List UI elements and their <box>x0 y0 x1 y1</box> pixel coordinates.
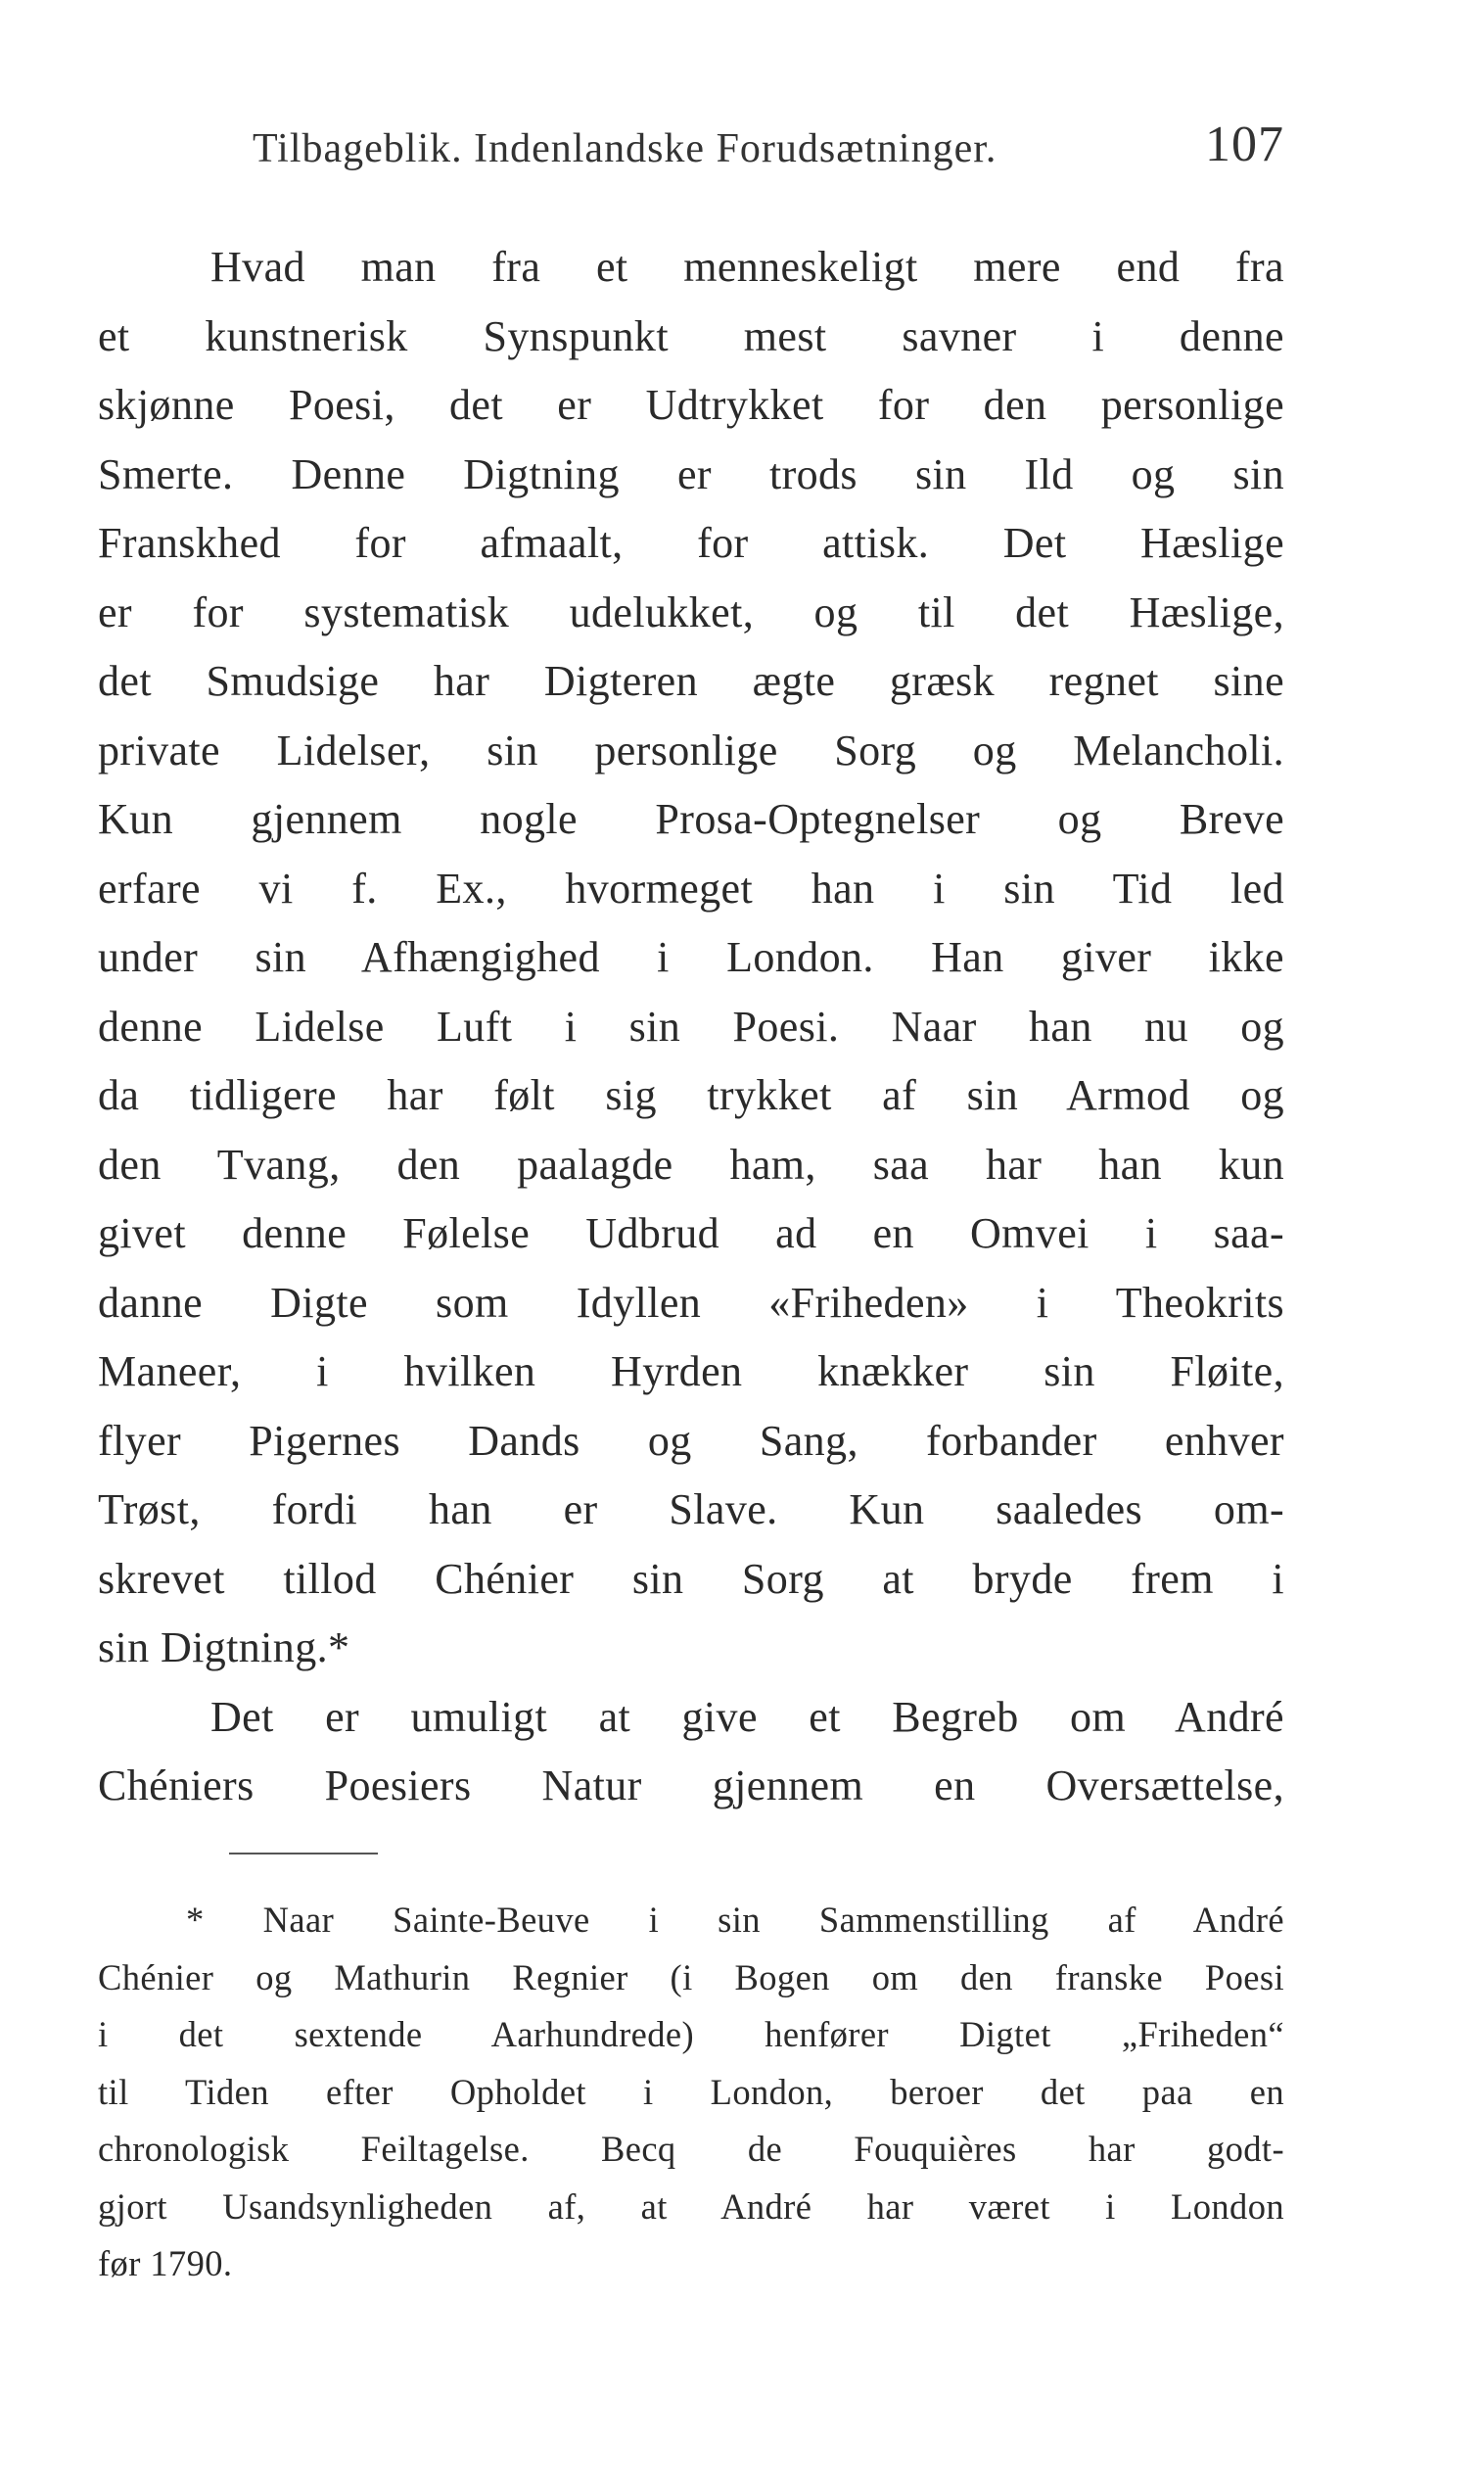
text-line: flyer Pigernes Dands og Sang, forbander enhver <box>98 1416 1284 1465</box>
text-line: et kunstnerisk Synspunkt mest savner i denne <box>98 311 1284 360</box>
text-line: Smerte. Denne Digtning er trods sin Ild og sin <box>98 449 1284 498</box>
text-line: denne Lidelse Luft i sin Poesi. Naar han nu og <box>98 1002 1284 1051</box>
body-text <box>98 233 1284 1821</box>
running-title: Tilbageblik. Indenlandske Forudsætninger. <box>253 126 997 171</box>
text-line: Det er umuligt at give et Begreb om André <box>210 1692 1284 1741</box>
text-line: private Lidelser, sin personlige Sorg og Melancholi. <box>98 726 1284 775</box>
footnote-line: gjort Usandsynligheden af, at André har været i London <box>98 2185 1284 2227</box>
text-line: Maneer, i hvilken Hyrden knækker sin Fløite, <box>98 1347 1284 1395</box>
text-line: skjønne Poesi, det er Udtrykket for den personlige <box>98 381 1284 429</box>
text-line: danne Digte som Idyllen «Friheden» i Theokrits <box>98 1278 1284 1327</box>
text-line: Kun gjennem nogle Prosa-Optegnelser og Breve <box>98 795 1284 843</box>
running-head <box>253 116 1284 184</box>
footnote-line: i det sextende Aarhundrede) henfører Digtet „Friheden“ <box>98 2014 1284 2054</box>
text-line: den Tvang, den paalagde ham, saa har han kun <box>98 1140 1284 1189</box>
text-line: det Smudsige har Digteren ægte græsk regnet sine <box>98 657 1284 705</box>
text-line: givet denne Følelse Udbrud ad en Omvei i saa- <box>98 1209 1284 1257</box>
text-line: Hvad man fra et menneskeligt mere end fra <box>210 243 1284 291</box>
text-line: Trøst, fordi han er Slave. Kun saaledes om- <box>98 1485 1284 1533</box>
text-line: skrevet tillod Chénier sin Sorg at bryde frem i <box>98 1554 1284 1603</box>
footnote-line: Chénier og Mathurin Regnier (i Bogen om den franske Poesi <box>98 1956 1284 1997</box>
text-line: da tidligere har følt sig trykket af sin Armod og <box>98 1071 1284 1119</box>
text-line: Chéniers Poesiers Natur gjennem en Oversættelse, <box>98 1761 1284 1809</box>
text-line: er for systematisk udelukket, og til det Hæslige, <box>98 587 1284 636</box>
text-line: under sin Afhængighed i London. Han giver ikke <box>98 933 1284 981</box>
text-line: sin Digtning.* <box>98 1623 350 1671</box>
footnote-line: til Tiden efter Opholdet i London, beroer det paa en <box>98 2071 1284 2112</box>
text-line: erfare vi f. Ex., hvormeget han i sin Tid led <box>98 864 1284 913</box>
footnote <box>98 1892 1284 2293</box>
text-line: Franskhed for afmaalt, for attisk. Det Hæslige <box>98 519 1284 567</box>
footnote-line: * Naar Sainte-Beuve i sin Sammenstilling af André <box>186 1900 1284 1940</box>
footnote-line: før 1790. <box>98 2243 233 2283</box>
page-number: 107 <box>1205 117 1284 172</box>
footnote-line: chronologisk Feiltagelse. Becq de Fouquières har godt- <box>98 2129 1284 2169</box>
footnote-rule <box>229 1853 378 1854</box>
